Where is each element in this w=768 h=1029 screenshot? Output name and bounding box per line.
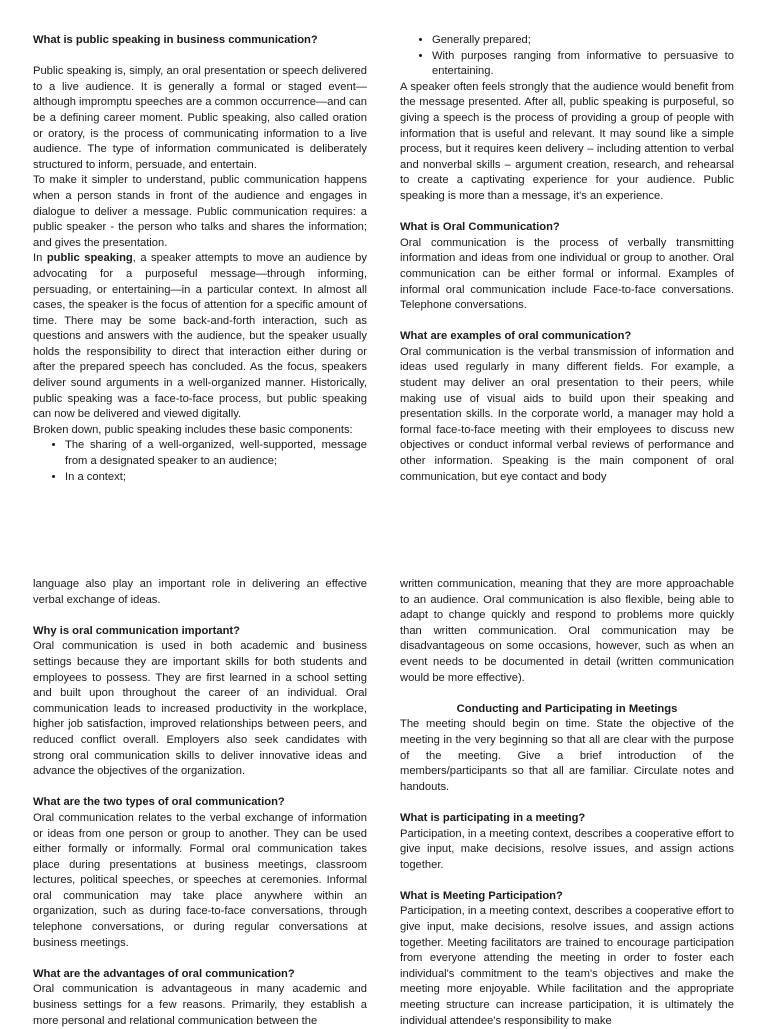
paragraph: Public speaking is, simply, an oral presentation or speech delivered to a live audience. It is generally a formal or staged event—although impromptu speeches are a common occurrence—and can be a defining career moment. Public speaking, also called oration or oratory, is the process of communicating information to a live audience. The type of information communicated is deliberately structured to inform, persuade, and entertain. <box>33 65 367 171</box>
column-bottom-left <box>33 577 367 1029</box>
paragraph: Oral communication relates to the verbal exchange of information or ideas from one person or group to another. They can be used either formally or informally. Formal oral communication takes place during presentations at business meetings, classroom lectures, political speeches, or speeches at ceremonies. Informal oral communication may take place anywhere within an organization, such as during face-to-face conversations, through telephone conversations, or during regular conversations at business meetings. <box>33 811 367 949</box>
bold-term: public speaking <box>46 252 133 265</box>
heading-why-important: Why is oral communication important? <box>33 624 240 637</box>
list-item: • The sharing of a well-organized, well-supported, message from a designated speaker to an audience; <box>65 438 367 469</box>
list-item: • In a context; <box>65 470 367 486</box>
paragraph: written communication, meaning that they are more approachable to an audience. Oral communication is also flexible, being able to adapt to change quickly and respond to problems more quickly than written communication. Oral communication may be disadvantageous on some occasions, however, such as when an event needs to be documented in detail (written communication would be more effective). <box>400 578 734 684</box>
heading-participating: What is participating in a meeting? <box>400 811 586 824</box>
paragraph: Oral communication is advantageous in many academic and business settings for a few reasons. Primarily, they establish a more personal and relational communication between the <box>33 983 367 1027</box>
heading-advantages: What are the advantages of oral communication? <box>33 967 295 980</box>
paragraph: Oral communication is the process of verbally transmitting information and ideas from one individual or group to another. Oral communication can be either formal or informal. Examples of informal oral communication include Face-to-face conversations. Telephone conversations. <box>400 236 734 312</box>
heading-meeting-participation: What is Meeting Participation? <box>400 889 563 902</box>
list-item: • Generally prepared; <box>432 33 734 49</box>
heading-examples: What are examples of oral communication? <box>400 330 632 343</box>
paragraph: To make it simpler to understand, public communication happens when a person stands in front of the audience and engages in dialogue to deliver a message. Public communication requires: a public speaker - the person who talks and shares the information; and gives the presentation. <box>33 174 367 249</box>
text: , a speaker attempts to move an audience by advocating for a purposeful message—through informing, persuading, or entertaining—in a particular context. In almost all cases, the speaker is the focus of attention for a specific amount of time. There may be some back-and-forth interaction, such as questions and answers with the audience, but the speaker usually holds the responsibility to direct that interaction either during or after the prepared speech has concluded. As the focus, speakers deliver sound arguments in a well-organized manner. Historically, public speaking was a face-to-face process, but public speaking can now be delivered and viewed digitally. <box>33 252 367 421</box>
paragraph: Broken down, public speaking includes these basic components: <box>33 423 353 436</box>
paragraph <box>33 251 367 423</box>
paragraph: Participation, in a meeting context, describes a cooperative effort to give input, make decisions, resolve issues, and assign actions together. Meeting facilitators are trained to encourage participation from everyone attending the meeting in order to foster each individual's commitment to the team's objectives and make the meeting more enjoyable. While facilitation and the appropriate meeting structure can increase participation, it is ultimately the individual attendee's responsibility to make <box>400 905 734 1027</box>
heading-oral-communication: What is Oral Communication? <box>400 221 560 234</box>
column-top-right <box>400 33 734 485</box>
paragraph: A speaker often feels strongly that the audience would benefit from the message presented. After all, public speaking is purposeful, so giving a speech is the process of providing a group of people with information that is useful and relevant. It may sound like a simple process, but it requires keen delivery – including attention to verbal and nonverbal skills – argument creation, research, and rehearsal to create a captivating experience for your audience. Public speaking is more than a message, it's an experience. <box>400 80 734 202</box>
paragraph: Participation, in a meeting context, describes a cooperative effort to give input, make decisions, resolve issues, and assign actions together. <box>400 827 734 871</box>
list-item: • With purposes ranging from informative to persuasive to entertaining. <box>432 49 734 80</box>
heading-two-types: What are the two types of oral communication? <box>33 796 285 809</box>
heading-public-speaking: What is public speaking in business communication? <box>33 34 318 46</box>
bullet-list <box>33 438 367 485</box>
heading-conducting-meetings: Conducting and Participating in Meetings <box>456 702 678 715</box>
paragraph: The meeting should begin on time. State the objective of the meeting in the very beginning so that all are clear with the purpose of the meeting. Give a brief introduction of the members/participants so that all are familiar. Circulate notes and handouts. <box>400 718 734 793</box>
paragraph: language also play an important role in delivering an effective verbal exchange of ideas. <box>33 578 367 606</box>
text: In <box>33 252 47 265</box>
column-top-left <box>33 33 367 485</box>
column-bottom-right <box>400 577 734 1029</box>
paragraph: Oral communication is used in both academic and business settings because they are important skills for both students and employees to possess. They are first learned in a school setting and built upon throughout the career of an individual. Oral communication leads to increased productivity in the workplace, higher job satisfaction, improved relationships between peers, and reduced conflict overall. Employers also seek candidates with strong oral communication skills to deliver innovative ideas and advance the objectives of the organization. <box>33 640 367 778</box>
paragraph: Oral communication is the verbal transmission of information and ideas used regularly in many different fields. For example, a student may deliver an oral presentation to their peers, while making use of visual aids to build upon their speaking and presentation skills. In the corporate world, a manager may hold a formal face-to-face meeting with their employees to discuss new objectives or conduct informal verbal reviews of performance and other information. Speaking is the main component of oral communication, but eye contact and body <box>400 345 734 483</box>
bullet-list <box>400 33 734 80</box>
